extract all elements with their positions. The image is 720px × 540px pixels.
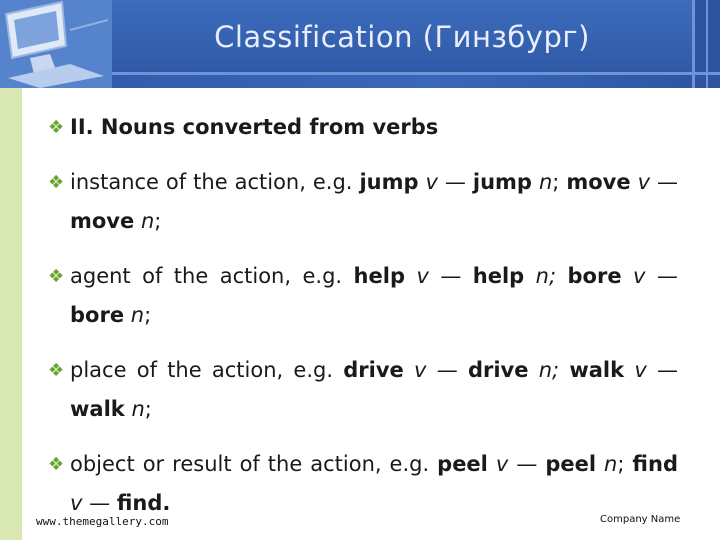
separator: ; (617, 452, 625, 476)
part-of-speech: v (495, 452, 509, 476)
dash: — (436, 358, 458, 382)
example-word: find. (116, 491, 171, 515)
diamond-bullet-icon: ❖ (48, 172, 65, 193)
example-word: bore (70, 303, 125, 327)
slide-content (48, 108, 681, 525)
part-of-speech: v (70, 491, 83, 515)
diamond-bullet-icon: ❖ (48, 266, 65, 287)
example-word: find (632, 452, 678, 476)
footer-company: Company Name (600, 514, 681, 525)
header-right-rail-2 (706, 0, 708, 88)
example-word: jump (472, 170, 532, 194)
list-item (48, 163, 678, 241)
dash: — (516, 452, 538, 476)
computer-monitor-icon (0, 0, 112, 88)
list-item (48, 257, 678, 335)
example-word: help (353, 264, 405, 288)
item-lead: instance of the action, e.g. (70, 170, 360, 194)
example-word: jump (359, 170, 419, 194)
header-right-rail (692, 0, 695, 88)
slide-header (0, 0, 720, 88)
slide-title: Classification (Гинзбург) (214, 20, 590, 54)
part-of-speech: n (538, 170, 553, 194)
separator: ; (552, 170, 560, 194)
heading-text: II. Nouns converted from verbs (70, 115, 439, 139)
part-of-speech: v (637, 170, 650, 194)
part-of-speech: v (414, 358, 427, 382)
dash: — (444, 170, 466, 194)
part-of-speech: v (633, 264, 646, 288)
diamond-bullet-icon: ❖ (48, 117, 65, 138)
part-of-speech: v (425, 170, 438, 194)
part-of-speech: v (416, 264, 429, 288)
separator: ; (144, 303, 152, 327)
dash: — (656, 358, 678, 382)
dash: — (440, 264, 462, 288)
dash: — (656, 264, 678, 288)
list-item (48, 445, 681, 525)
part-of-speech: n (131, 397, 145, 421)
diamond-bullet-icon: ❖ (48, 360, 65, 381)
example-word: walk (569, 358, 625, 382)
part-of-speech: n; (535, 264, 557, 288)
part-of-speech: n (130, 303, 145, 327)
item-lead: place of the action, e.g. (70, 358, 344, 382)
example-word: bore (567, 264, 622, 288)
section-heading (48, 108, 678, 147)
header-computer-image (0, 0, 112, 88)
dash: — (656, 170, 678, 194)
header-divider (112, 72, 720, 75)
example-word: move (70, 209, 135, 233)
part-of-speech: v (634, 358, 647, 382)
example-word: peel (437, 452, 488, 476)
example-word: drive (343, 358, 404, 382)
item-lead: agent of the action, e.g. (70, 264, 354, 288)
separator: ; (154, 209, 162, 233)
diamond-bullet-icon: ❖ (48, 454, 65, 475)
part-of-speech: n (604, 452, 618, 476)
example-word: help (472, 264, 525, 288)
example-word: drive (467, 358, 529, 382)
dash: — (89, 491, 111, 515)
example-word: peel (545, 452, 597, 476)
side-band (0, 88, 22, 540)
part-of-speech: n; (538, 358, 560, 382)
part-of-speech: n (140, 209, 155, 233)
list-item (48, 351, 678, 429)
example-word: move (566, 170, 631, 194)
footer-website: www.themegallery.com (36, 515, 169, 528)
item-lead: object or result of the action, e.g. (70, 452, 438, 476)
separator: ; (144, 397, 152, 421)
example-word: walk (70, 397, 125, 421)
